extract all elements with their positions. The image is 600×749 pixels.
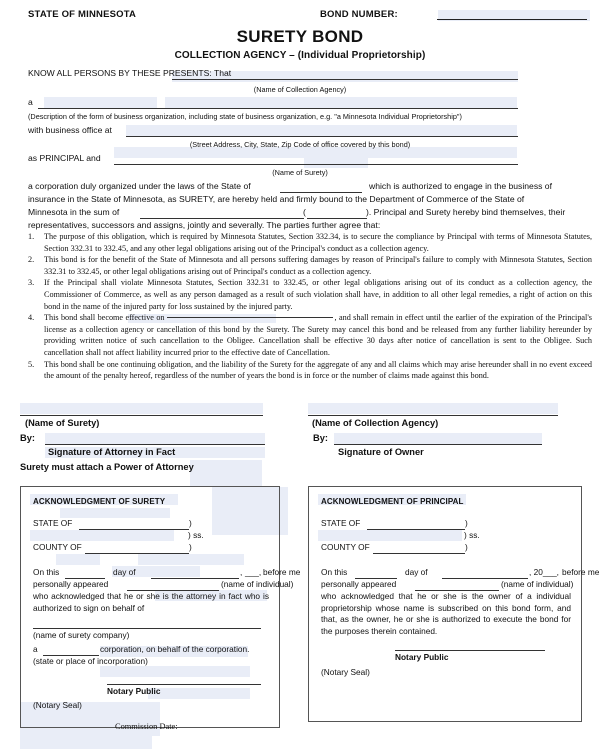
ack-principal-notary-public-label: Notary Public — [395, 652, 449, 662]
ack-surety-corporation-line: corporation, on behalf of the corporation. — [100, 644, 250, 654]
acknowledgment-of-surety-box — [20, 486, 301, 731]
state-of-organization-field[interactable] — [280, 181, 362, 193]
business-description-field[interactable] — [38, 97, 518, 109]
clause-4-after: , and shall remain in effect until the earlier of the expiration of the Principal's license as a collection agency or cancellation of this bond by the Surety. The Surety may cancel this bond and be released from any further liability hereunder by providing written notice of such cancellation to the Obligee. Cancellation shall be effective 30 days after notice of cancellation is sent to the Obligee. Such cancellation shall not affect liability incurred prior to the effective date of Cancellation. — [44, 313, 592, 357]
ack-principal-county-field[interactable] — [373, 552, 465, 554]
a-label: a — [28, 97, 33, 107]
ack-surety-notary-seal-label: (Notary Seal) — [33, 700, 82, 710]
ack-surety-county-label: COUNTY OF — [33, 542, 82, 552]
corporation-para-5: representatives, successors and assigns, jointly and severally. The parties further agree that: — [28, 220, 381, 230]
ack-principal-state-label: STATE OF — [321, 518, 361, 528]
surety-name-caption: (Name of Surety) — [25, 418, 100, 428]
intro-section — [0, 68, 600, 230]
ack-surety-ss: ) ss. — [188, 530, 204, 540]
owner-role-label: Signature of Owner — [338, 447, 424, 457]
ack-surety-commission-date-label: Commission Date: — [115, 722, 178, 731]
ack-surety-before-me: before me — [263, 567, 301, 577]
business-office-field[interactable] — [126, 125, 518, 137]
ack-surety-state-field[interactable] — [79, 528, 189, 530]
ack-surety-individual-caption: (name of individual) — [221, 579, 294, 589]
caption-collection-agency: (Name of Collection Agency) — [253, 85, 347, 94]
state-header: STATE OF MINNESOTA — [28, 9, 137, 20]
ack-principal-on-this: On this — [321, 567, 348, 577]
clause-item — [0, 312, 592, 358]
ack-surety-county-field[interactable] — [85, 552, 189, 554]
corporation-para-2: which is authorized to engage in the business of — [369, 181, 552, 191]
acknowledgment-of-principal-box — [308, 486, 600, 722]
ack-surety-year-blank: ___, — [245, 567, 262, 577]
clause-text: This bond shall be one continuing obligation, and the liability of the Surety for the aggregate of any and all claims which may arise hereunder shall in no event exceed the amount of the penalty hereof, regardless of the number of years the bond is in force or the number of claims made against this bond. — [44, 359, 592, 381]
right-by-label: By: — [313, 433, 328, 443]
paren-close: ) — [189, 542, 192, 552]
paren-open: ( — [303, 207, 306, 217]
ack-principal-day-of: day of — [405, 567, 428, 577]
ack-principal-personally-appeared: personally appeared — [321, 579, 397, 589]
ack-surety-company-caption: (name of surety company) — [33, 630, 130, 640]
owner-signature-line[interactable] — [334, 443, 542, 445]
left-by-label: By: — [20, 433, 35, 443]
surety-name-signature-line[interactable] — [20, 414, 263, 416]
ack-principal-body: who acknowledged that he or she is the owner of a individual proprietorship whose name is subscribed on this bond form, and that, as the owner, he or she is authorized to execute the bond for the purposes therein contained. — [321, 591, 571, 636]
collection-agency-field[interactable] — [172, 68, 518, 80]
field-highlight — [308, 403, 558, 414]
ack-surety-state-label: STATE OF — [33, 518, 73, 528]
corporation-para-3: insurance in the State of Minnesota, as SURETY, are hereby held and firmly bound to the Department of Commerce of the State of — [28, 194, 525, 204]
clause-item — [0, 231, 592, 254]
know-all-label: KNOW ALL PERSONS BY THESE PRESENTS: That — [28, 68, 232, 78]
ack-principal-title: ACKNOWLEDGMENT OF PRINCIPAL — [321, 497, 464, 506]
clauses-section — [0, 231, 600, 382]
attorney-role-label: Signature of Attorney in Fact — [48, 447, 176, 457]
ack-surety-title: ACKNOWLEDGMENT OF SURETY — [33, 497, 166, 506]
clause-number: 3. — [28, 278, 35, 288]
clause-number: 4. — [28, 313, 35, 323]
bond-number-field[interactable] — [437, 19, 587, 20]
clause-number: 5. — [28, 359, 35, 369]
attorney-signature-line[interactable] — [45, 443, 265, 445]
ack-surety-personally-appeared: personally appeared — [33, 579, 109, 589]
ack-principal-state-field[interactable] — [367, 528, 465, 530]
sum-amount-field[interactable] — [307, 207, 367, 219]
page-title: SURETY BOND — [236, 27, 364, 46]
ack-surety-company-field[interactable] — [33, 627, 261, 629]
field-highlight — [20, 403, 263, 414]
caption-description: (Description of the form of business organization, including state of business organization, e.g. "a Minnesota Individual Proprietorship") — [28, 112, 462, 121]
caption-surety: (Name of Surety) — [272, 168, 328, 177]
sum-label-post: ). Principal and Surety hereby bind themselves, their — [366, 207, 566, 217]
field-highlight — [20, 736, 152, 749]
sum-label-pre: Minnesota in the sum of — [28, 207, 120, 217]
ack-surety-incorporation-caption: (state or place of incorporation) — [33, 656, 148, 666]
paren-close: ) — [465, 518, 468, 528]
bond-number-label: BOND NUMBER: — [320, 9, 398, 20]
effective-date-field[interactable] — [167, 317, 333, 318]
field-highlight — [190, 460, 262, 486]
ack-principal-notary-signature-line[interactable] — [395, 649, 545, 651]
ack-surety-day-of: day of — [113, 567, 136, 577]
clause-number: 2. — [28, 255, 35, 265]
power-of-attorney-note: Surety must attach a Power of Attorney — [20, 462, 194, 472]
ack-surety-notary-signature-line[interactable] — [107, 683, 261, 685]
clause-item — [0, 359, 592, 382]
ack-principal-county-label: COUNTY OF — [321, 542, 370, 552]
clause-text: The purpose of this obligation, which is required by Minnesota Statutes, Section 332.34, is to secure the compliance by Principal with terms of Minnesota Statutes, Section 332.31 to 332.45, and any other legal obligations arising out of the Principal's conduct as a collection agency. — [44, 232, 592, 253]
corporation-para-1: a corporation duly organized under the laws of the State of — [28, 181, 251, 191]
clause-item — [0, 277, 592, 312]
ack-principal-individual-caption: (name of individual) — [501, 579, 574, 589]
page-subtitle: COLLECTION AGENCY – (Individual Proprietorship) — [174, 50, 426, 61]
agency-name-caption: (Name of Collection Agency) — [312, 418, 439, 428]
as-principal-label: as PRINCIPAL and — [28, 153, 101, 163]
clause-text: This bond is for the benefit of the State of Minnesota and all persons suffering damages by reason of Principal's failure to comply with Minnesota Statutes, Section 332.31 to 332.45, or other legal obligations arising out of Principal's conduct as a collection agency. — [44, 255, 592, 276]
ack-principal-ss: ) ss. — [464, 530, 480, 540]
paren-close: ) — [189, 518, 192, 528]
agency-name-signature-line[interactable] — [308, 414, 558, 416]
ack-surety-notary-public-label: Notary Public — [107, 686, 161, 696]
sum-words-field[interactable] — [140, 207, 304, 219]
clause-text-effective-date — [44, 312, 592, 358]
ack-surety-on-this: On this — [33, 567, 60, 577]
ack-surety-a-label: a — [33, 644, 38, 654]
ack-surety-body: who acknowledged that he or she is the attorney in fact who is authorized to sign on behalf of — [33, 591, 269, 613]
ack-principal-year: , 20___, — [529, 567, 559, 577]
caption-street: (Street Address, City, State, Zip Code of office covered by this bond) — [189, 140, 411, 149]
comma: , — [240, 567, 243, 577]
paren-close: ) — [465, 542, 468, 552]
clause-item — [0, 254, 592, 277]
business-office-label: with business office at — [28, 125, 112, 135]
clause-4-before: This bond shall become effective on — [44, 313, 165, 323]
clause-text: If the Principal shall violate Minnesota Statutes, Section 332.31 to 332.45, or other legal obligations arising out of its conduct as a collection agency, the Commissioner of Commerce, as well as any person damaged as a result of such violation shall have, in addition to all other legal remedies, a right of action on this bond in the name of the injured party for loss sustained by the injured party. — [44, 278, 592, 311]
ack-principal-before-me: before me — [562, 567, 600, 577]
clause-number: 1. — [28, 232, 35, 241]
surety-name-field[interactable] — [114, 153, 518, 165]
ack-principal-notary-seal-label: (Notary Seal) — [321, 667, 370, 677]
